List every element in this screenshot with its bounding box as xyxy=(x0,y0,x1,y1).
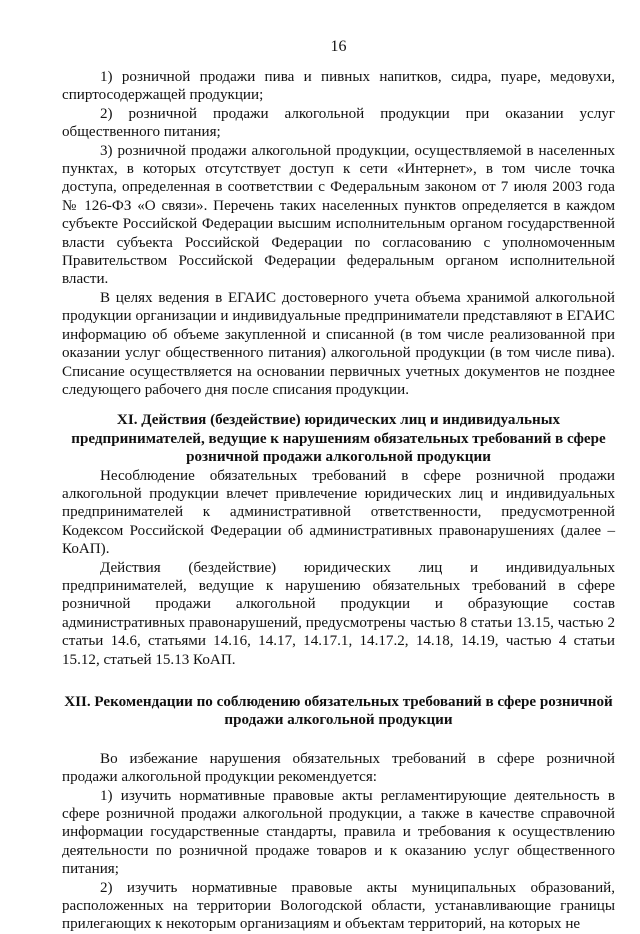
section-12-paragraph-1: Во избежание нарушения обязательных требований в сфере розничной продажи алкогольной продукции рекомендуется: xyxy=(62,750,615,786)
section-11-paragraph-1: Несоблюдение обязательных требований в сфере розничной продажи алкогольной продукции влечет привлечение юридических лиц и индивидуальных предпринимателей к административной ответственности, предусмотренной Кодексом Российской Федерации об административных правонарушениях (далее – КоАП). xyxy=(62,467,615,558)
section-11-paragraph-2: Действия (бездействие) юридических лиц и индивидуальных предпринимателей, ведущие к нарушению обязательных требований в сфере розничной продажи алкогольной продукции и образующие состав административных правонарушений, предусмотрены частью 8 статьи 13.15, частью 2 статьи 14.6, статьями 14.16, 14.17, 14.17.1, 14.17.2, 14.18, 14.19, частью 4 статьи 15.12, статьей 15.13 КоАП. xyxy=(62,559,615,668)
section-12-item-2: 2) изучить нормативные правовые акты муниципальных образований, расположенных на территории Вологодской области, устанавливающие границы прилегающих к некоторым организациям и объектам территорий, на которых не xyxy=(62,879,615,933)
list-item-3: 3) розничной продажи алкогольной продукции, осуществляемой в населенных пунктах, в которых отсутствует доступ к сети «Интернет», в том числе точка доступа, определенная в соответствии с Федеральным законом от 7 июля 2003 года № 126-ФЗ «О связи». Перечень таких населенных пунктов определяется в каждом субъекте Российской Федерации высшим исполнительным органом государственной власти субъекта Российской Федерации по согласованию с уполномоченным Правительством Российской Федерации федеральным органом исполнительной власти. xyxy=(62,142,615,288)
list-item-2: 2) розничной продажи алкогольной продукции при оказании услуг общественного питания; xyxy=(62,105,615,141)
list-item-1: 1) розничной продажи пива и пивных напитков, сидра, пуаре, медовухи, спиртосодержащей продукции; xyxy=(62,69,615,104)
section-12-item-1: 1) изучить нормативные правовые акты регламентирующие деятельность в сфере розничной продажи алкогольной продукции, а также в качестве справочной информации государственные стандарты, правила и требования к осуществлению деятельности по розничной продаже товаров и к оказанию услуг общественного питания; xyxy=(62,787,615,878)
egais-paragraph: В целях ведения в ЕГАИС достоверного учета объема хранимой алкогольной продукции организации и индивидуальные предприниматели представляют в ЕГАИС информацию об объеме закупленной и списанной (в том числе реализованной при оказании услуг общественного питания) алкогольной продукции (в том числе пива). Списание осуществляется на основании первичных учетных документов не позднее следующего рабочего дня после списания продукции. xyxy=(62,289,615,398)
section-11-title: XI. Действия (бездействие) юридических лиц и индивидуальных предпринимателей, ведущие к нарушениям обязательных требований в сфере розничной продажи алкогольной продукции xyxy=(71,412,606,466)
page-number: 16 xyxy=(330,38,347,55)
section-12-title: XII. Рекомендации по соблюдению обязательных требований в сфере розничной продажи алкогольной продукции xyxy=(64,694,613,729)
document-page xyxy=(62,0,615,933)
